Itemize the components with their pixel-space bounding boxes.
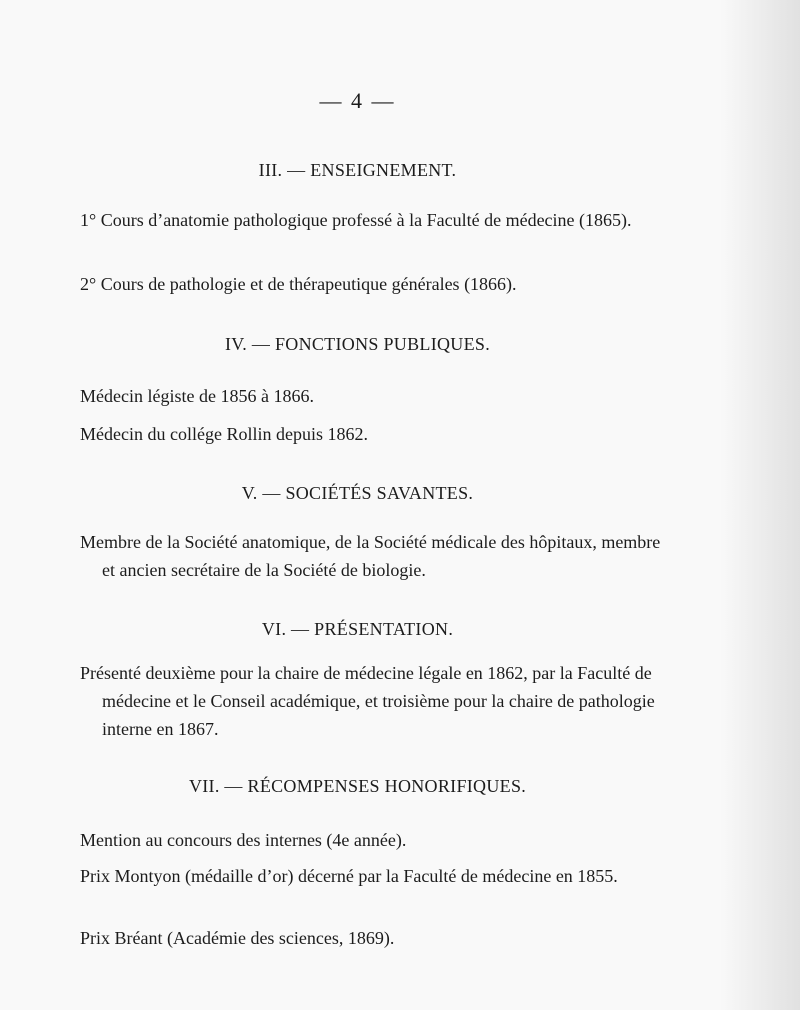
list-item: 2° Cours de pathologie et de thérapeutique générales (1866). [80,274,517,294]
section-heading-recompenses-honorifiques: VII. — RÉCOMPENSES HONORIFIQUES. [188,776,527,796]
paragraph: Présenté deuxième pour la chaire de médecine légale en 1862, par la Faculté de médecine et le Conseil académique, et troisième pour la chaire de pathologie interne en 1867. [80,663,655,739]
list-item: Médecin légiste de 1856 à 1866. [80,386,314,406]
list-item: Médecin du collége Rollin depuis 1862. [80,424,368,444]
page-number: — 4 — [319,88,396,113]
section-heading-fonctions-publiques: IV. — FONCTIONS PUBLIQUES. [225,334,490,354]
section-heading-presentation: VI. — PRÉSENTATION. [261,619,454,639]
paragraph: Membre de la Société anatomique, de la Société médicale des hôpitaux, membre et ancien secrétaire de la Société de biologie. [80,532,661,580]
list-item: Prix Bréant (Académie des sciences, 1869). [80,928,395,948]
list-item: Mention au concours des internes (4e année). [80,830,407,850]
section-heading-societes-savantes: V. — SOCIÉTÉS SAVANTES. [241,483,474,503]
section-heading-enseignement: III. — ENSEIGNEMENT. [258,160,457,180]
list-item: Prix Montyon (médaille d’or) décerné par la Faculté de médecine en 1855. [80,866,618,886]
list-item: 1° Cours d’anatomie pathologique professé à la Faculté de médecine (1865). [80,210,632,230]
